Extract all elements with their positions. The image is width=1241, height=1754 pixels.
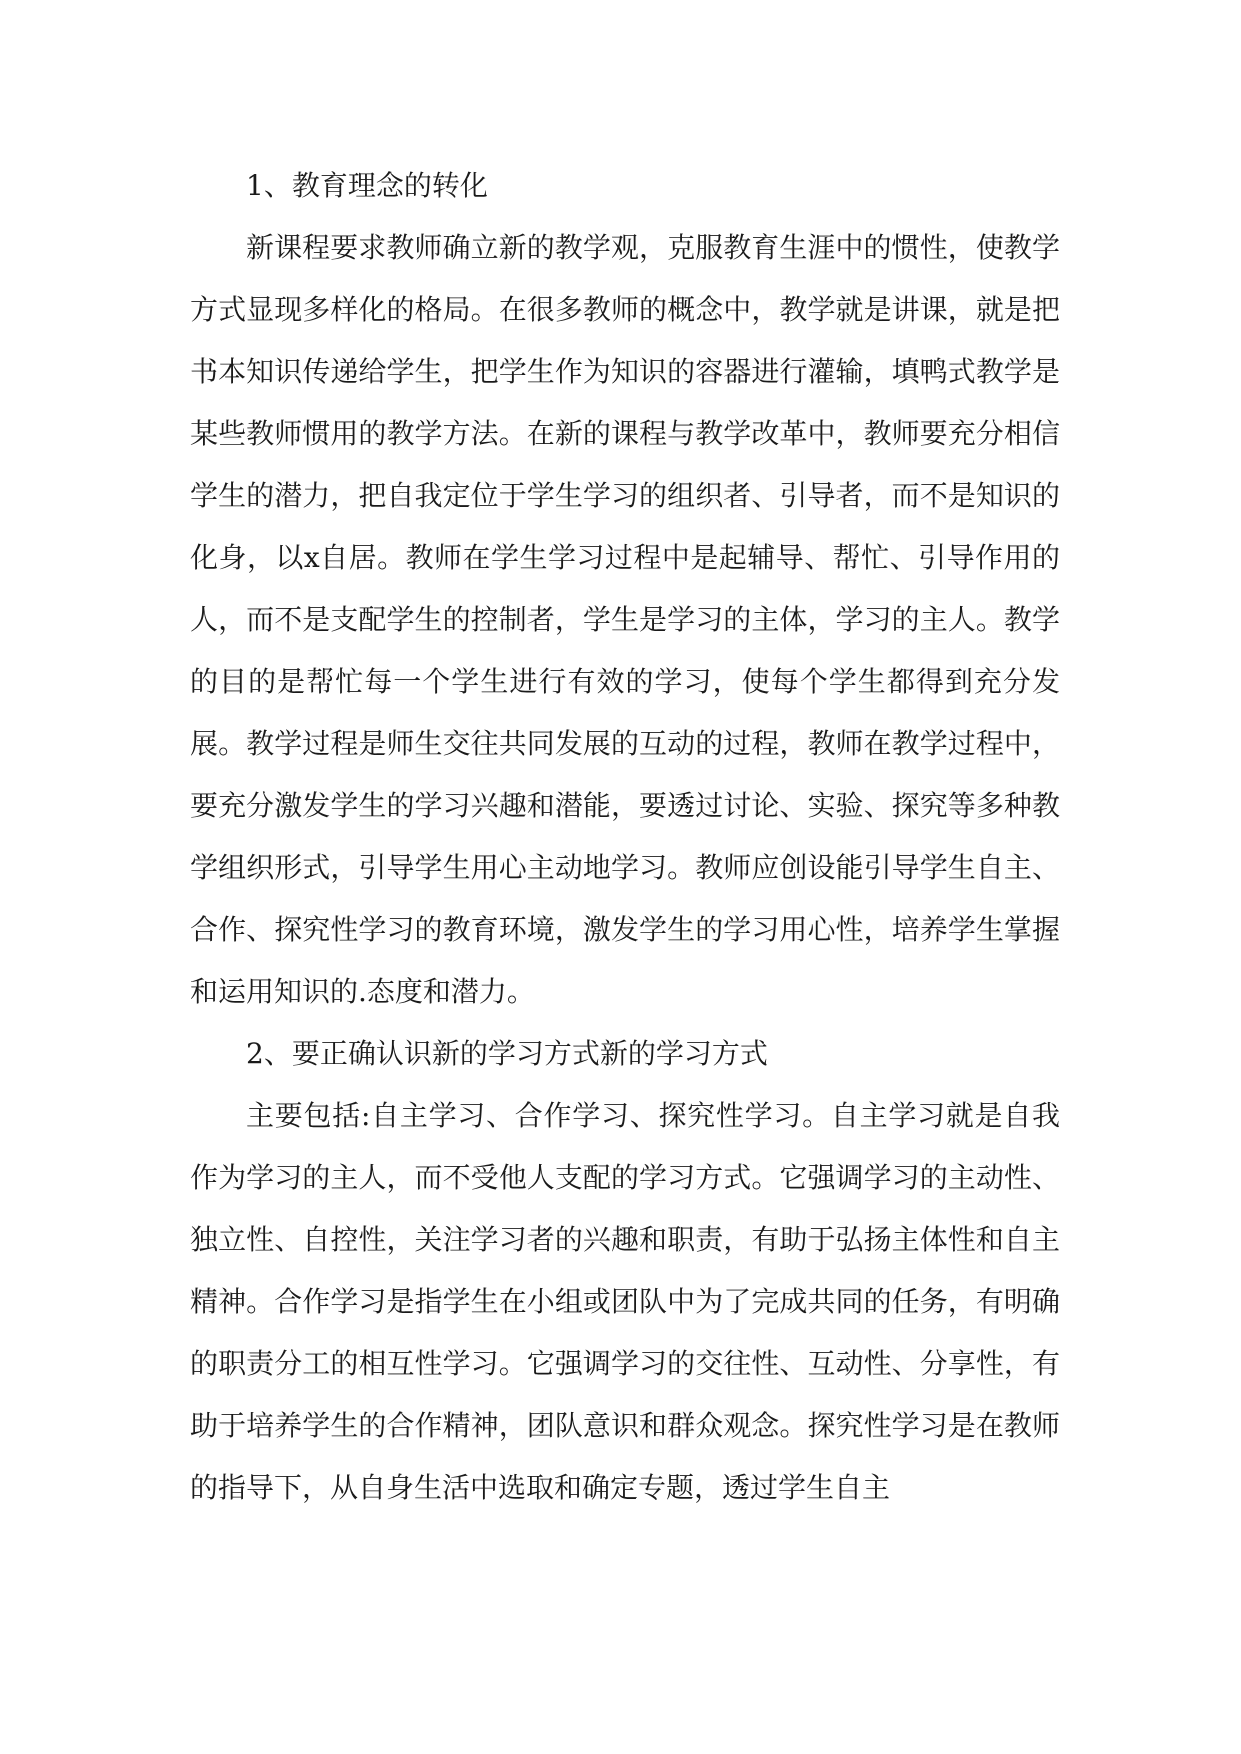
section-heading-2: 2、要正确认识新的学习方式新的学习方式 <box>246 1037 768 1070</box>
paragraph-2: 主要包括:自主学习、合作学习、探究性学习。自主学习就是自我作为学习的主人，而不受他人支配的学习方式。它强调学习的主动性、独立性、自控性，关注学习者的兴趣和职责，有助于弘扬主体性和自主精神。合作学习是指学生在小组或团队中为了完成共同的任务，有明确的职责分工的相互性学习。它强调学习的交往性、互动性、分享性，有助于培养学生的合作精神，团队意识和群众观念。探究性学习是在教师的指导下，从自身生活中选取和确定专题，透过学生自主 <box>190 1099 1060 1504</box>
paragraph-1: 新课程要求教师确立新的教学观，克服教育生涯中的惯性，使教学方式显现多样化的格局。在很多教师的概念中，教学就是讲课，就是把书本知识传递给学生，把学生作为知识的容器进行灌输，填鸭式教学是某些教师惯用的教学方法。在新的课程与教学改革中，教师要充分相信学生的潜力，把自我定位于学生学习的组织者、引导者，而不是知识的化身，以x自居。教师在学生学习过程中是起辅导、帮忙、引导作用的人，而不是支配学生的控制者，学生是学习的主体，学习的主人。教学的目的是帮忙每一个学生进行有效的学习，使每个学生都得到充分发展。教学过程是师生交往共同发展的互动的过程，教师在教学过程中，要充分激发学生的学习兴趣和潜能，要透过讨论、实验、探究等多种教学组织形式，引导学生用心主动地学习。教师应创设能引导学生自主、合作、探究性学习的教育环境，激发学生的学习用心性，培养学生掌握和运用知识的.态度和潜力。 <box>190 231 1060 1008</box>
document-body <box>190 155 1060 1519</box>
section-heading-1: 1、教育理念的转化 <box>246 169 488 202</box>
